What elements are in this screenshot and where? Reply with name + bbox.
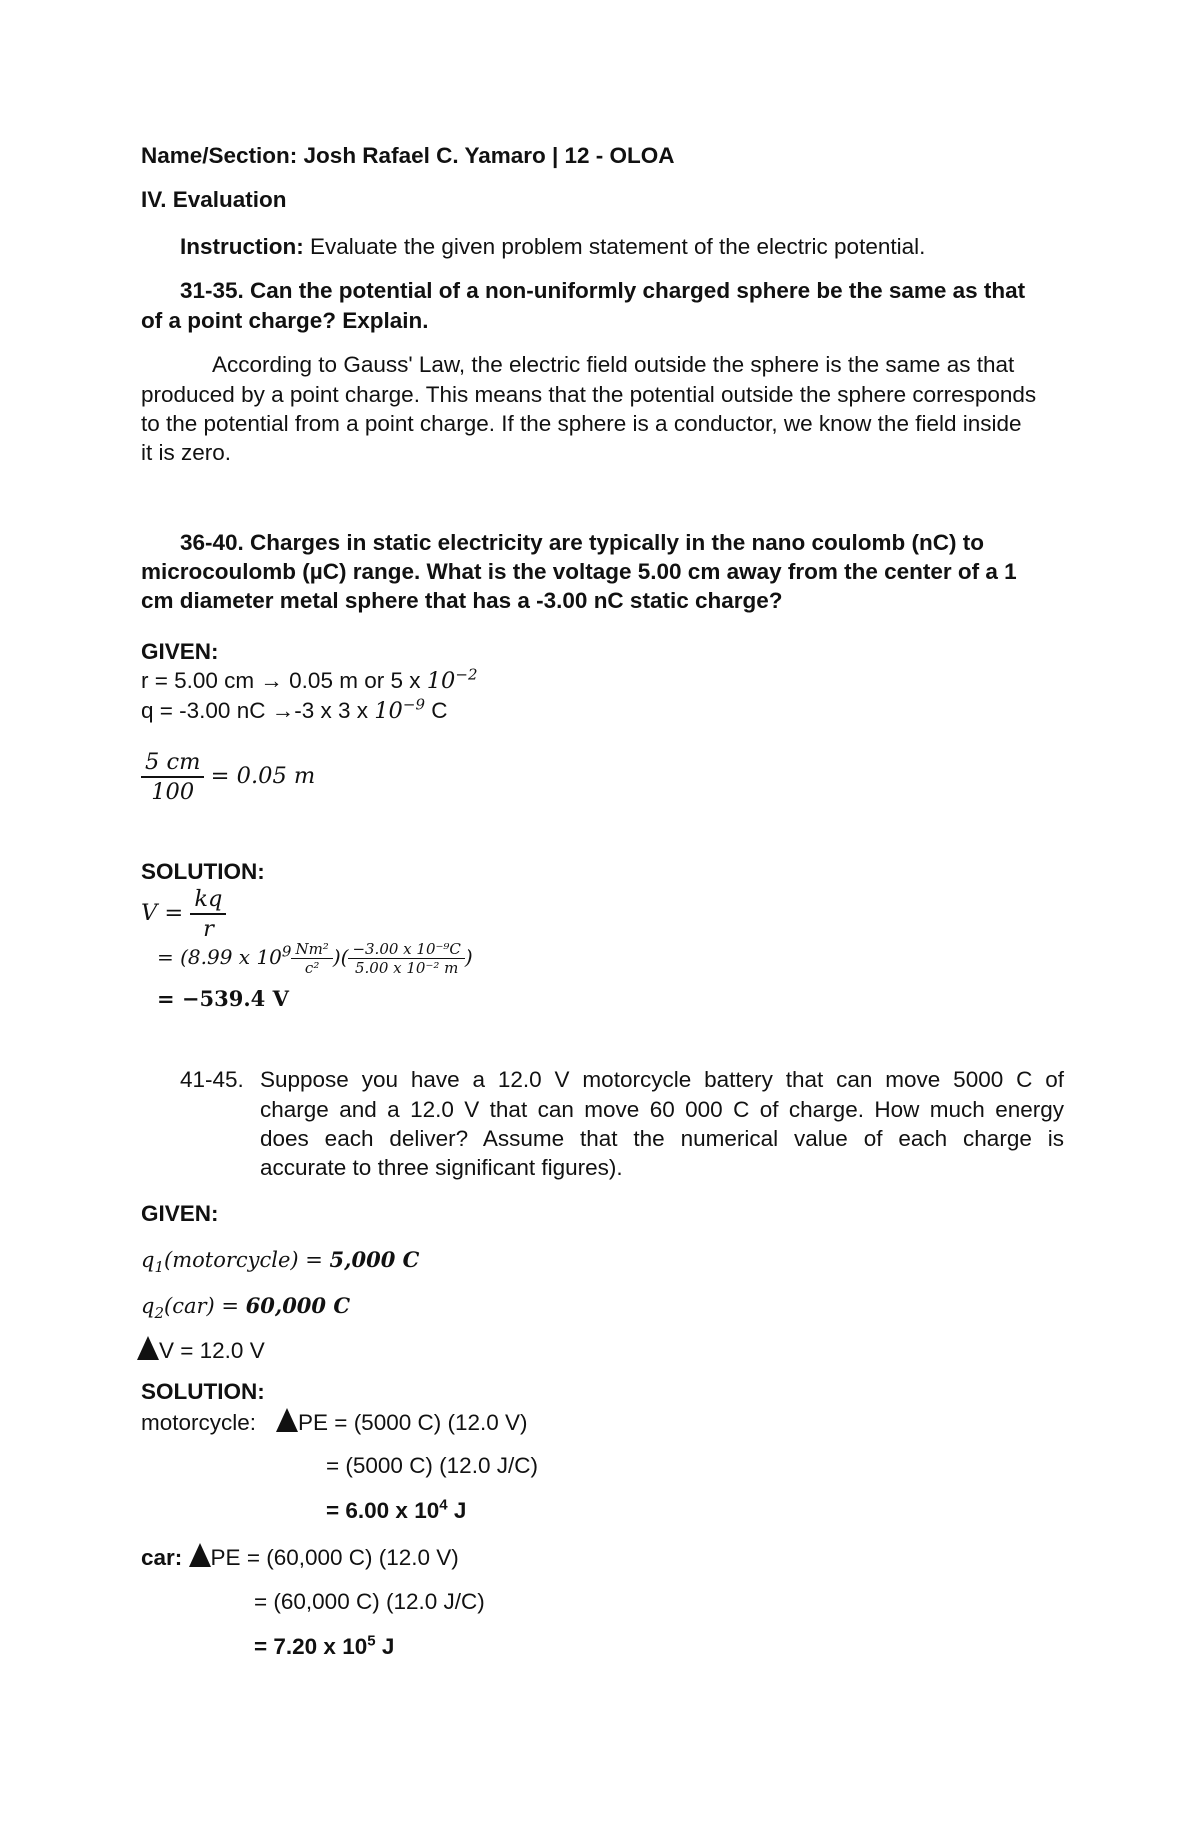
motorcycle-line-1 — [141, 1408, 528, 1437]
q1-line-1: 31-35. Can the potential of a non-uniformly charged sphere be the same as that — [180, 278, 1026, 303]
q1-subscript: 1 — [154, 1258, 164, 1277]
given-q2 — [141, 1292, 351, 1323]
motorcycle-pe: PE = (5000 C) (12.0 V) — [298, 1410, 528, 1435]
motorcycle-result-base: = 6.00 x 10 — [326, 1498, 440, 1523]
delta-triangle-icon — [137, 1336, 159, 1360]
delta-triangle-icon — [276, 1408, 298, 1432]
formula-numerator: kq — [190, 885, 226, 915]
q1-answer-line: According to Gauss' Law, the electric field outside the sphere is the same as that — [212, 352, 1015, 377]
motorcycle-result — [326, 1497, 466, 1525]
q2-given-q — [141, 697, 448, 725]
charge-fraction — [348, 940, 464, 977]
q2-line: 36-40. Charges in static electricity are typically in the nano coulomb (nC) to — [180, 530, 984, 555]
formula-fraction — [190, 885, 226, 943]
delta-v-text: V = 12.0 V — [159, 1338, 265, 1363]
q3-line: does each deliver? Assume that the numerical value of each charge is — [260, 1126, 1064, 1151]
charge-numerator: −3.00 x 10⁻⁹C — [348, 940, 464, 959]
q1-value: 5,000 C — [329, 1247, 420, 1272]
substitution-close: ) — [464, 945, 473, 969]
instruction — [180, 233, 925, 261]
q2-given-label: GIVEN: — [141, 639, 219, 664]
r-base: 10 — [426, 668, 456, 694]
conversion-fraction — [141, 748, 204, 806]
unit-denominator: c² — [304, 959, 320, 977]
q-text: q = -3.00 nC →-3 x 3 x — [141, 698, 375, 723]
voltage-result: = −539.4 V — [157, 986, 289, 1011]
q3-solution-label: SOLUTION: — [141, 1379, 265, 1404]
car-pe: PE = (60,000 C) (12.0 V) — [210, 1545, 459, 1570]
q3-line: charge and a 12.0 V that can move 60 000 C of charge. How much energy — [260, 1097, 1064, 1122]
motorcycle-label: motorcycle: — [141, 1410, 257, 1435]
q-base: 10 — [374, 698, 403, 724]
conversion-numerator: 5 cm — [141, 748, 204, 778]
car-label: car: — [141, 1545, 183, 1570]
q1-symbol: q — [141, 1248, 155, 1272]
q2-line: cm diameter metal sphere that has a -3.00 nC static charge? — [141, 588, 783, 613]
q1-label: (motorcycle) = — [164, 1248, 330, 1272]
motorcycle-line-2: = (5000 C) (12.0 J/C) — [326, 1453, 538, 1478]
conversion-result: = 0.05 m — [210, 762, 316, 789]
r-text: r = 5.00 cm → 0.05 m or 5 x — [141, 668, 427, 693]
q2-solution-label: SOLUTION: — [141, 859, 265, 884]
formula-denominator: r — [203, 916, 214, 942]
q2-line: microcoulomb (µC) range. What is the voltage 5.00 cm away from the center of a 1 — [141, 559, 1017, 584]
car-line-2: = (60,000 C) (12.0 J/C) — [254, 1589, 485, 1614]
q2-subscript: 2 — [154, 1304, 164, 1323]
q3-line-last: accurate to three significant figures). — [260, 1155, 623, 1180]
charge-denominator: 5.00 x 10⁻² m — [354, 959, 459, 977]
q2-symbol: q — [141, 1294, 155, 1318]
car-line-1 — [141, 1543, 459, 1572]
q1-answer-line: it is zero. — [141, 440, 232, 465]
given-delta-v — [137, 1336, 265, 1365]
q3-given-label: GIVEN: — [141, 1201, 219, 1226]
unit-numerator: Nm² — [291, 940, 332, 959]
voltage-formula — [141, 885, 226, 943]
q2-label: (car) = — [164, 1294, 246, 1318]
q3-number: 41-45. — [180, 1067, 244, 1092]
q3-line: Suppose you have a 12.0 V motorcycle battery that can move 5000 C of — [260, 1067, 1064, 1092]
conversion-equation — [141, 748, 315, 806]
car-result-unit: J — [375, 1634, 395, 1659]
q1-answer-line: to the potential from a point charge. If the sphere is a conductor, we know the field inside — [141, 411, 1022, 436]
substitution-mid: )( — [332, 945, 349, 969]
motorcycle-result-unit: J — [447, 1498, 467, 1523]
delta-triangle-icon — [189, 1543, 211, 1567]
q2-given-r — [141, 667, 478, 695]
substitution-exponent: 9 — [281, 942, 292, 961]
q1-line-2: of a point charge? Explain. — [141, 308, 429, 333]
substitution-line — [157, 940, 473, 977]
q-unit: C — [425, 698, 448, 723]
unit-fraction — [291, 940, 332, 977]
name-section: Name/Section: Josh Rafael C. Yamaro | 12 - OLOA — [141, 143, 675, 168]
q2-value: 60,000 C — [245, 1293, 351, 1318]
r-exponent: −2 — [455, 665, 478, 684]
motorcycle-result-exponent: 4 — [439, 1496, 448, 1514]
instruction-label: Instruction: — [180, 234, 304, 259]
section-title: IV. Evaluation — [141, 187, 287, 212]
instruction-text: Evaluate the given problem statement of the electric potential. — [303, 234, 926, 259]
car-result — [254, 1633, 394, 1661]
car-result-exponent: 5 — [367, 1632, 376, 1650]
formula-lhs: V = — [141, 900, 184, 926]
conversion-denominator: 100 — [151, 779, 195, 805]
given-q1 — [141, 1246, 420, 1277]
car-result-base: = 7.20 x 10 — [254, 1634, 368, 1659]
q1-answer-line: produced by a point charge. This means that the potential outside the sphere corresponds — [141, 382, 1037, 407]
substitution-prefix: = (8.99 x 10 — [157, 945, 282, 969]
q-exponent: −9 — [402, 695, 425, 714]
